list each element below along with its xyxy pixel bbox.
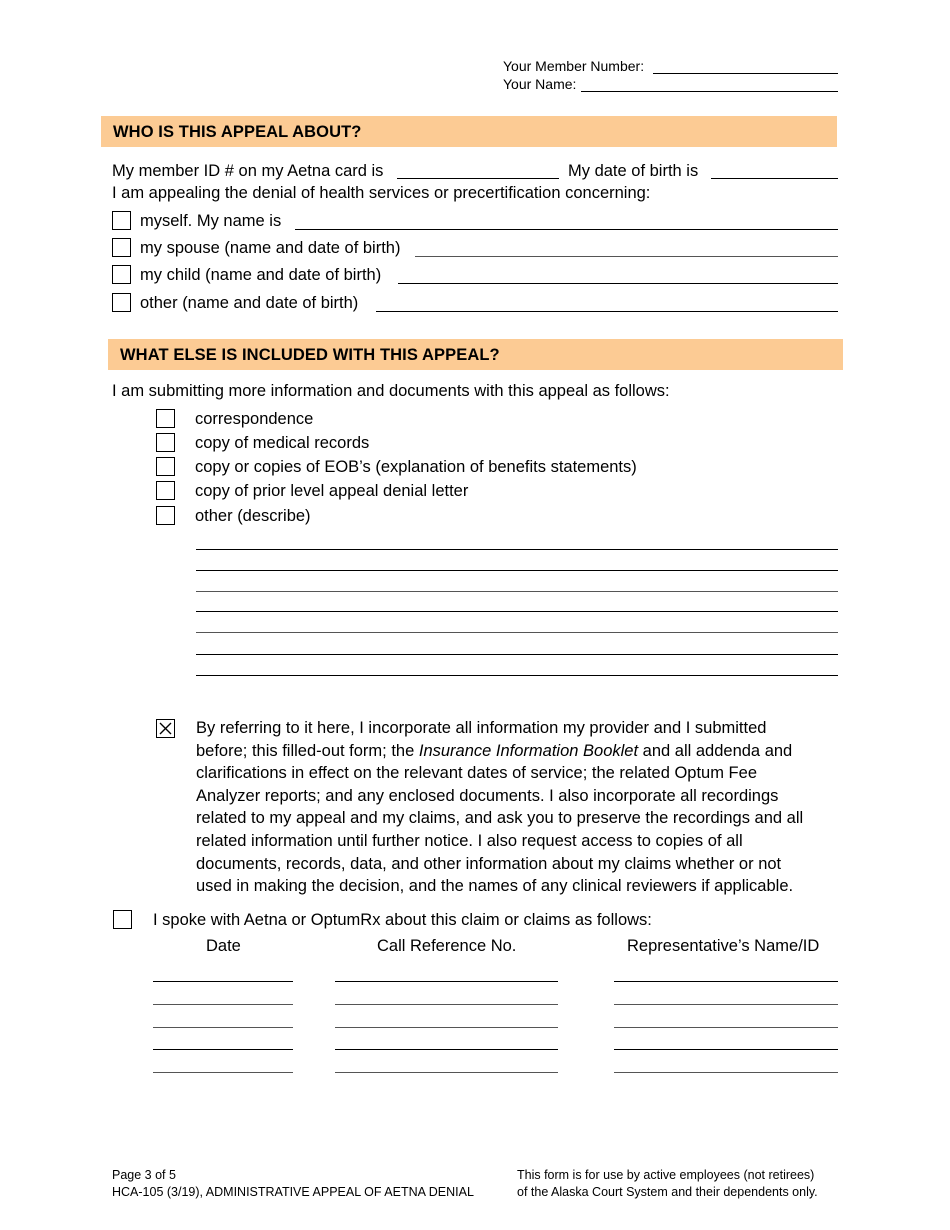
correspondence-checkbox[interactable] bbox=[156, 409, 175, 428]
other-doc-checkbox[interactable] bbox=[156, 506, 175, 525]
included-intro: I am submitting more information and documents with this appeal as follows: bbox=[112, 382, 670, 400]
prior-denial-label: copy of prior level appeal denial letter bbox=[195, 482, 469, 500]
medical-records-label: copy of medical records bbox=[195, 434, 370, 452]
describe-line[interactable] bbox=[196, 591, 838, 592]
booklet-title: Insurance Information Booklet bbox=[418, 741, 639, 760]
member-id-field[interactable] bbox=[397, 178, 559, 179]
member-number-field[interactable] bbox=[653, 73, 838, 74]
footer-form-id: HCA-105 (3/19), ADMINISTRATIVE APPEAL OF AETNA DENIAL bbox=[112, 1185, 474, 1199]
callref-line[interactable] bbox=[335, 1004, 558, 1005]
child-checkbox[interactable] bbox=[112, 265, 131, 284]
incorporate-line: before; this filled-out form; the Insurance Information Booklet and all addenda and bbox=[196, 741, 793, 760]
eob-checkbox[interactable] bbox=[156, 457, 175, 476]
describe-line[interactable] bbox=[196, 675, 838, 676]
spouse-field[interactable] bbox=[415, 256, 838, 257]
describe-line[interactable] bbox=[196, 611, 838, 612]
date-line[interactable] bbox=[153, 1004, 293, 1005]
myself-name-field[interactable] bbox=[295, 229, 838, 230]
incorporate-line: By referring to it here, I incorporate all information my provider and I submitted bbox=[196, 719, 767, 737]
col-date-header: Date bbox=[206, 937, 241, 955]
check-x-icon bbox=[157, 720, 174, 737]
name-label: Your Name: bbox=[503, 76, 577, 92]
describe-line[interactable] bbox=[196, 632, 838, 633]
callref-line[interactable] bbox=[335, 981, 558, 982]
section-who-title: WHO IS THIS APPEAL ABOUT? bbox=[113, 123, 362, 141]
rep-line[interactable] bbox=[614, 1049, 838, 1050]
myself-label: myself. My name is bbox=[140, 212, 282, 230]
correspondence-label: correspondence bbox=[195, 410, 314, 428]
date-line[interactable] bbox=[153, 1027, 293, 1028]
describe-line[interactable] bbox=[196, 570, 838, 571]
incorporate-line: used in making the decision, and the names of any clinical reviewers if applicable. bbox=[196, 877, 794, 896]
name-field[interactable] bbox=[581, 91, 838, 92]
other-person-checkbox[interactable] bbox=[112, 293, 131, 312]
incorporate-line: documents, records, data, and other information about my claims whether or not bbox=[196, 854, 782, 873]
incorporate-line: related information until further notice. I also request access to copies of all bbox=[196, 831, 743, 850]
describe-line[interactable] bbox=[196, 549, 838, 550]
prior-denial-checkbox[interactable] bbox=[156, 481, 175, 500]
incorporate-paragraph bbox=[196, 717, 803, 898]
spoke-checkbox[interactable] bbox=[113, 910, 132, 929]
appeal-intro: I am appealing the denial of health services or precertification concerning: bbox=[112, 184, 651, 202]
member-number-label: Your Member Number: bbox=[503, 58, 645, 74]
medical-records-checkbox[interactable] bbox=[156, 433, 175, 452]
date-line[interactable] bbox=[153, 981, 293, 982]
spouse-checkbox[interactable] bbox=[112, 238, 131, 257]
other-person-field[interactable] bbox=[376, 311, 838, 312]
child-label: my child (name and date of birth) bbox=[140, 266, 382, 284]
callref-line[interactable] bbox=[335, 1049, 558, 1050]
describe-line[interactable] bbox=[196, 654, 838, 655]
spouse-label: my spouse (name and date of birth) bbox=[140, 239, 401, 257]
incorporate-line: Analyzer reports; and any enclosed documents. I also incorporate all recordings bbox=[196, 786, 779, 805]
footer-note-line2: of the Alaska Court System and their dependents only. bbox=[517, 1185, 818, 1199]
date-line[interactable] bbox=[153, 1049, 293, 1050]
footer-page: Page 3 of 5 bbox=[112, 1168, 176, 1182]
incorporate-checkbox[interactable] bbox=[156, 719, 175, 738]
dob-field[interactable] bbox=[711, 178, 838, 179]
member-id-label: My member ID # on my Aetna card is bbox=[112, 162, 384, 180]
rep-line[interactable] bbox=[614, 1072, 838, 1073]
myself-checkbox[interactable] bbox=[112, 211, 131, 230]
rep-line[interactable] bbox=[614, 1004, 838, 1005]
footer-note-line1: This form is for use by active employees (not retirees) bbox=[517, 1168, 815, 1182]
date-line[interactable] bbox=[153, 1072, 293, 1073]
other-doc-label: other (describe) bbox=[195, 507, 311, 525]
col-callref-header: Call Reference No. bbox=[377, 937, 517, 955]
callref-line[interactable] bbox=[335, 1072, 558, 1073]
rep-line[interactable] bbox=[614, 1027, 838, 1028]
col-rep-header: Representative’s Name/ID bbox=[627, 937, 820, 955]
rep-line[interactable] bbox=[614, 981, 838, 982]
child-field[interactable] bbox=[398, 283, 838, 284]
callref-line[interactable] bbox=[335, 1027, 558, 1028]
dob-label: My date of birth is bbox=[568, 162, 699, 180]
other-person-label: other (name and date of birth) bbox=[140, 294, 359, 312]
section-who-header bbox=[101, 116, 837, 147]
spoke-label: I spoke with Aetna or OptumRx about this claim or claims as follows: bbox=[153, 911, 652, 929]
incorporate-line: clarifications in effect on the relevant dates of service; the related Optum Fee bbox=[196, 764, 757, 783]
eob-label: copy or copies of EOB’s (explanation of benefits statements) bbox=[195, 458, 637, 476]
section-included-title: WHAT ELSE IS INCLUDED WITH THIS APPEAL? bbox=[120, 346, 500, 364]
incorporate-line: related to my appeal and my claims, and ask you to preserve the recordings and all bbox=[196, 809, 804, 828]
section-included-header bbox=[108, 339, 843, 370]
